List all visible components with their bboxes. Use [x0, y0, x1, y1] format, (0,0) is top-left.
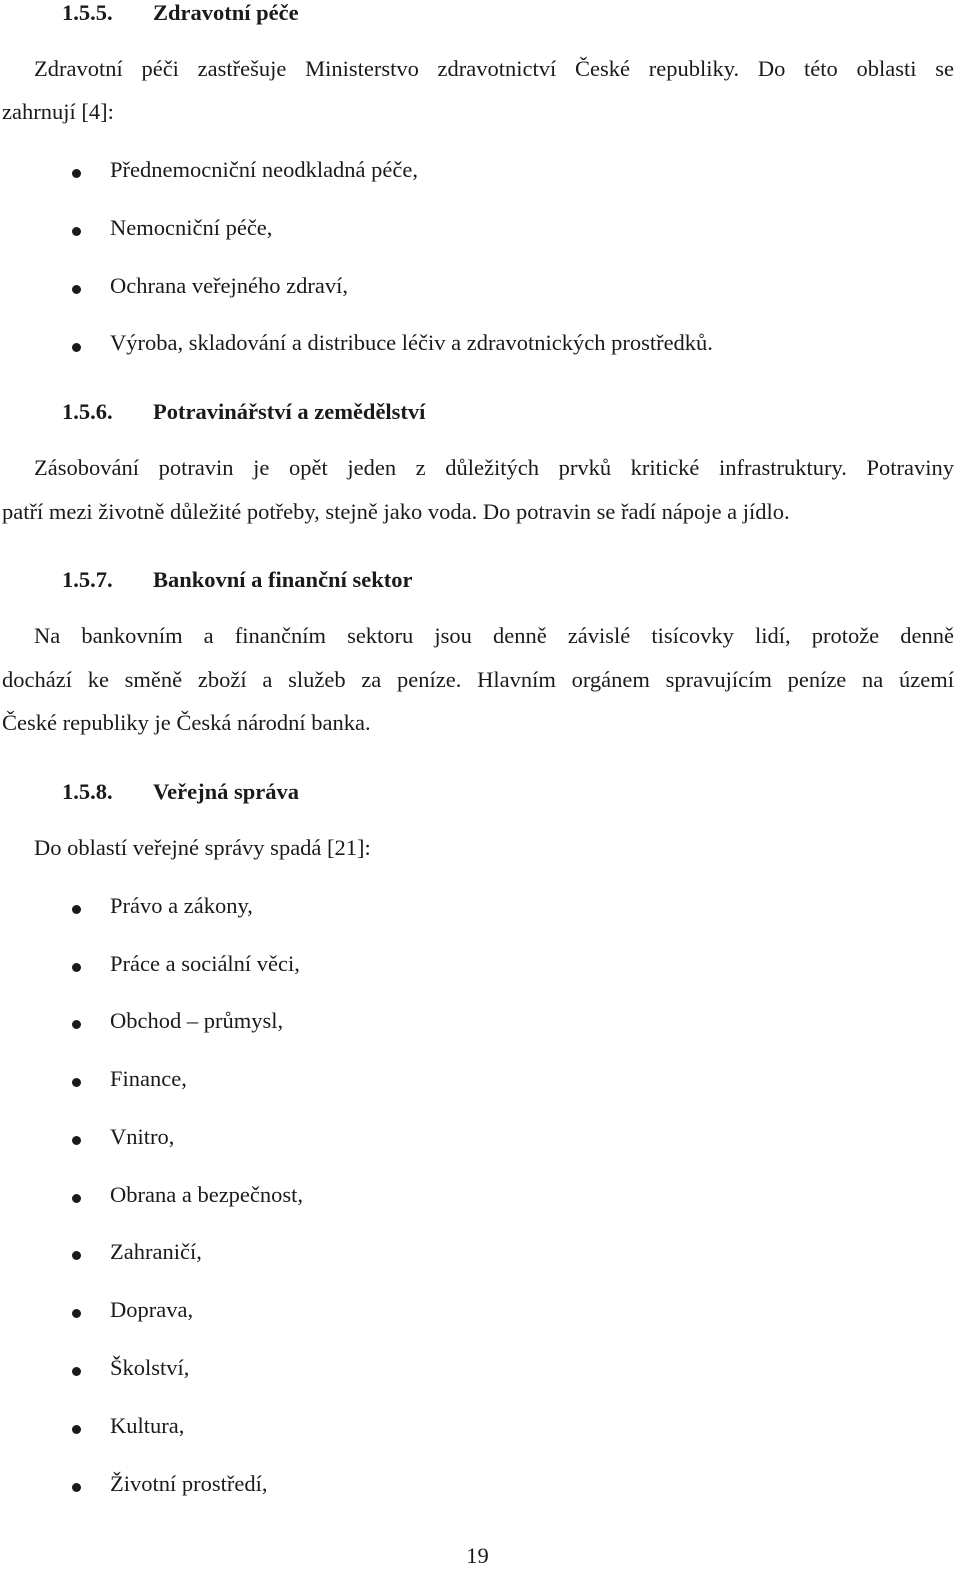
- page-number: 19: [466, 1543, 489, 1568]
- list-item: Vnitro,: [110, 1124, 175, 1149]
- list-item: Životní prostředí,: [110, 1471, 268, 1496]
- bullet-icon: [72, 169, 81, 178]
- paragraph-line: Zásobování potravin je opět jeden z důležitých prvků kritické infrastruktury. Potraviny: [34, 455, 954, 480]
- section-title: Veřejná správa: [153, 779, 300, 804]
- section-title: Potravinářství a zemědělství: [153, 399, 426, 424]
- bullet-icon: [72, 1309, 81, 1318]
- bullet-icon: [72, 1483, 81, 1492]
- list-item: Školství,: [110, 1355, 190, 1380]
- section-title: Zdravotní péče: [153, 0, 299, 25]
- section-number: 1.5.7.: [62, 567, 113, 592]
- list-item: Výroba, skladování a distribuce léčiv a zdravotnických prostředků.: [110, 330, 713, 355]
- bullet-icon: [72, 1020, 81, 1029]
- bullet-icon: [72, 227, 81, 236]
- bullet-icon: [72, 905, 81, 914]
- section-number: 1.5.5.: [62, 0, 113, 25]
- list-item: Obchod – průmysl,: [110, 1008, 284, 1033]
- paragraph-line: dochází ke směně zboží a služeb za peníze. Hlavním orgánem spravujícím peníze na území: [2, 667, 954, 692]
- paragraph-line: zahrnují [4]:: [2, 99, 114, 124]
- section-number: 1.5.6.: [62, 399, 113, 424]
- paragraph-line: Zdravotní péči zastřešuje Ministerstvo zdravotnictví České republiky. Do této oblasti se: [34, 56, 954, 81]
- bullet-icon: [72, 343, 81, 352]
- list-item: Kultura,: [110, 1413, 185, 1438]
- list-item: Zahraničí,: [110, 1239, 202, 1264]
- paragraph-line: patří mezi životně důležité potřeby, stejně jako voda. Do potravin se řadí nápoje a jídlo.: [2, 499, 790, 524]
- list-item: Doprava,: [110, 1297, 194, 1322]
- bullet-icon: [72, 1194, 81, 1203]
- bullet-icon: [72, 1078, 81, 1087]
- list-item: Finance,: [110, 1066, 187, 1091]
- section-title: Bankovní a finanční sektor: [153, 567, 413, 592]
- paragraph-line: České republiky je Česká národní banka.: [2, 710, 371, 735]
- list-item: Ochrana veřejného zdraví,: [110, 273, 348, 298]
- bullet-icon: [72, 285, 81, 294]
- bullet-icon: [72, 963, 81, 972]
- bullet-icon: [72, 1367, 81, 1376]
- list-item: Práce a sociální věci,: [110, 951, 300, 976]
- bullet-icon: [72, 1251, 81, 1260]
- paragraph-line: Do oblastí veřejné správy spadá [21]:: [34, 835, 371, 860]
- list-item: Obrana a bezpečnost,: [110, 1182, 304, 1207]
- bullet-icon: [72, 1425, 81, 1434]
- list-item: Právo a zákony,: [110, 893, 253, 918]
- list-item: Nemocniční péče,: [110, 215, 273, 240]
- section-number: 1.5.8.: [62, 779, 113, 804]
- bullet-icon: [72, 1136, 81, 1145]
- list-item: Přednemocniční neodkladná péče,: [110, 157, 419, 182]
- paragraph-line: Na bankovním a finančním sektoru jsou denně závislé tisícovky lidí, protože denně: [34, 623, 954, 648]
